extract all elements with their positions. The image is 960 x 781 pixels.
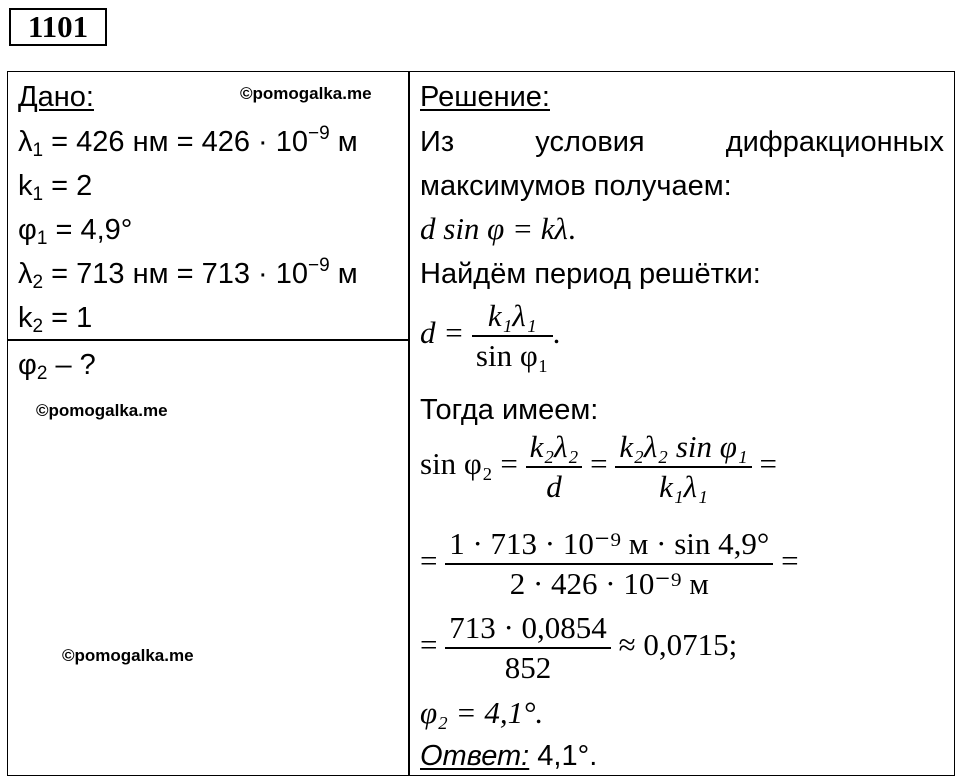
given-k1: $k_1 = 2$: [18, 170, 93, 205]
fraction-numeric: $\frac{\text{1 · 713 · 10⁻⁹ м · sin 4,9°}}{\text{2 · 426 · 10⁻⁹ м}}$: [445, 525, 773, 603]
formula-numeric-result: = $\frac{713 \cdot 0,0854}{852}$ ≈ 0,0715;: [420, 610, 738, 685]
watermark-bottom: ©pomogalka.me: [62, 646, 194, 665]
given-k2: $k_2 = 1$: [18, 302, 93, 337]
fraction-substituted: $\frac{\text{k₂λ₂ sin φ₁}}{\text{k₁λ₁}}$: [615, 428, 751, 506]
solution-heading: Решение:: [420, 81, 550, 113]
fraction-k2-lambda2-over-d: $\frac{\text{k₂λ₂}}{d}$: [526, 428, 583, 506]
column-divider: [408, 71, 410, 776]
formula-numeric-substitution: = $\frac{\text{1 · 713 · 10⁻⁹ м · sin 4,9°}}{\text{2 · 426 · 10⁻⁹ м}}$ =: [420, 526, 799, 601]
solution-then-text: Тогда имеем:: [420, 394, 599, 426]
given-lambda1: $\lambda_1 = 426$ нм = $426 \cdot 10^{-9}$ м: [18, 123, 358, 161]
given-heading: Дано:: [18, 81, 94, 113]
answer-value: 4,1°.: [529, 740, 598, 772]
watermark-top: ©pomogalka.me: [240, 84, 372, 103]
problem-number: 1101: [9, 8, 107, 46]
fraction-period: $\frac{\text{k₁λ₁}}{\text{sin φ₁}}$: [472, 297, 553, 375]
formula-sin-phi2: sin φ₂ = $\frac{\text{k₂λ₂}}{d}$ = $\frac{\text{k₂λ₂ sin φ₁}}{\text{k₁λ₁}}$ =: [420, 429, 777, 504]
formula-final-angle: φ₂ = 4,1°.: [420, 695, 544, 730]
fraction-result: $\frac{713 \cdot 0,0854}{852}$: [445, 609, 611, 687]
given-lambda2: $\lambda_2 = 713$ нм = $713 \cdot 10^{-9}$ м: [18, 255, 358, 293]
watermark-middle: ©pomogalka.me: [36, 401, 168, 420]
formula-grating-equation: d sin φ = kλ.: [420, 211, 576, 246]
formula-period: d = $\frac{\text{k₁λ₁}}{\text{sin φ₁}}$ .: [420, 298, 561, 373]
answer-label: Ответ:: [420, 740, 530, 772]
solution-period-text: Найдём период решётки:: [420, 258, 761, 290]
given-phi1: $\varphi_1 = 4,9^\circ$: [18, 214, 133, 249]
find-phi2: $\varphi_2$ – ?: [18, 349, 96, 384]
answer-line: [420, 739, 597, 773]
solution-intro-line2: максимумов получаем:: [420, 170, 732, 202]
solution-intro-line1: Из условия дифракционных: [420, 126, 944, 158]
given-find-divider: [7, 339, 409, 341]
